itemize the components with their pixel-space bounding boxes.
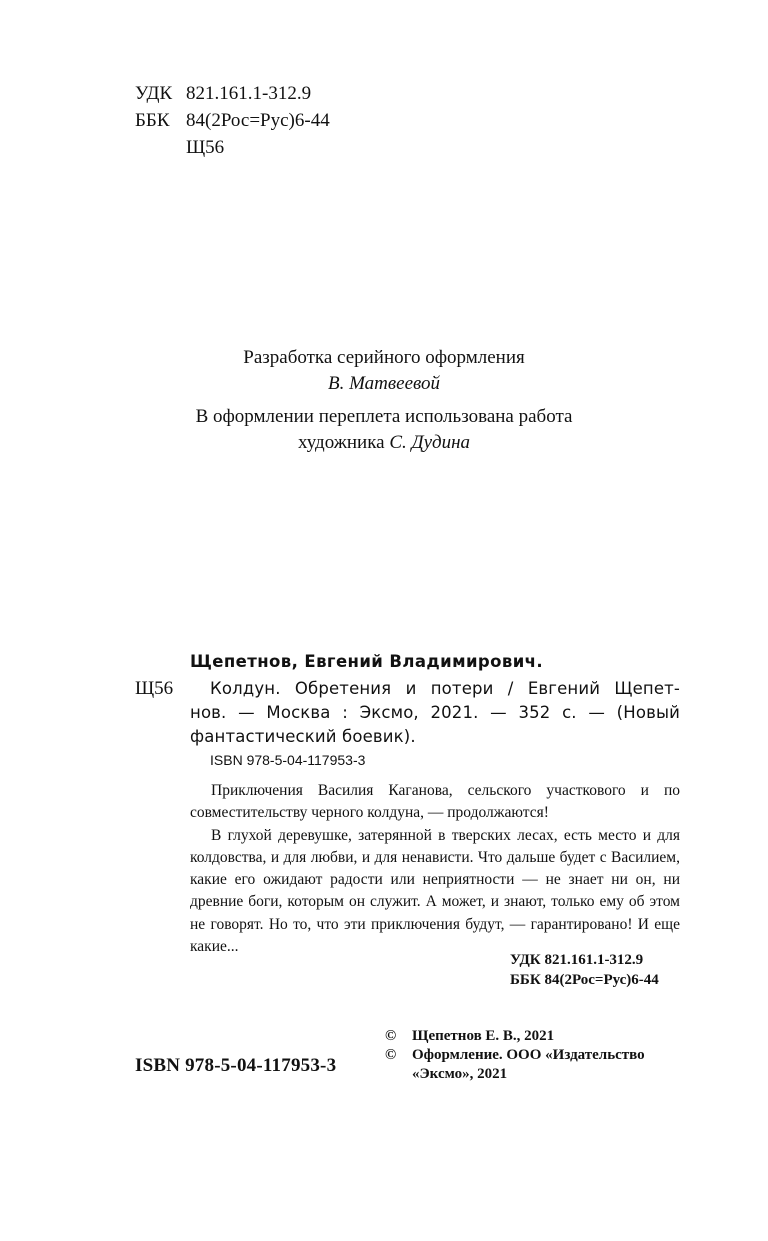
catalog-line-1: Колдун. Обретения и потери / Евгений Щепет-	[210, 679, 680, 698]
catalog-bbk: ББК 84(2Рос=Рус)6-44	[510, 972, 659, 988]
copyright-design-line-2: «Эксмо», 2021	[412, 1066, 508, 1082]
cover-line: В оформлении переплета использована работа	[195, 406, 573, 427]
catalog-udk: УДК 821.161.1-312.9	[510, 952, 644, 968]
catalog-author-heading: Щепетнов, Евгений Владимирович.	[190, 652, 544, 671]
udk-label: УДК	[135, 83, 173, 104]
catalog-line-3: фантастический боевик).	[190, 727, 416, 746]
catalog-line-2: нов. — Москва : Эксмо, 2021. — 352 с. — (Новый	[190, 703, 680, 722]
copyright-author-row	[385, 1027, 645, 1046]
series-designer-name: В. Матвеевой	[328, 373, 440, 394]
catalog-isbn: ISBN 978-5-04-117953-3	[210, 752, 366, 768]
series-design-credit	[0, 345, 768, 397]
udk-value: 821.161.1-312.9	[186, 83, 312, 104]
series-design-line: Разработка серийного оформления	[243, 347, 525, 368]
copyright-design-line-1: Оформление. ООО «Издательство	[412, 1047, 645, 1063]
top-bbk-row	[135, 107, 435, 134]
top-udk-row	[135, 80, 435, 107]
copyright-author: Щепетнов Е. В., 2021	[412, 1028, 555, 1044]
artist-prefix: художника	[297, 432, 385, 453]
footer-isbn: ISBN 978-5-04-117953-3	[135, 1055, 337, 1076]
catalog-author-sign: Щ56	[135, 678, 174, 699]
copyright-design-row-2	[385, 1065, 645, 1084]
annotation-paragraph-1: Приключения Василия Каганова, сельского участкового и по совместительству черного колдуна, — продолжаются!	[190, 782, 680, 822]
artist-name: С. Дудина	[389, 432, 471, 453]
bbk-label: ББК	[135, 110, 170, 131]
copyright-symbol-1: ©	[385, 1028, 397, 1044]
cover-art-credit	[0, 404, 768, 456]
bbk-value: 84(2Рос=Рус)6-44	[186, 110, 330, 131]
top-author-sign-row	[135, 134, 435, 161]
annotation-paragraph-2: В глухой деревушке, затерянной в тверских лесах, есть место и для колдовства, и для любви, и для ненависти. Что дальше будет с Василием, какие его ожидают радости или неприятности — не знает ни он, ни древние боги, которым он служит. А может, и знают, только ему об этом не говорят. Но то, что эти приключения будут, — гарантировано! И еще какие...	[190, 826, 680, 956]
annotation	[190, 780, 680, 958]
catalog-index-block	[510, 950, 659, 990]
copyright-symbol-2: ©	[385, 1047, 397, 1063]
copyright-block	[385, 1027, 645, 1084]
copyright-design-row	[385, 1046, 645, 1065]
author-sign: Щ56	[186, 137, 225, 158]
